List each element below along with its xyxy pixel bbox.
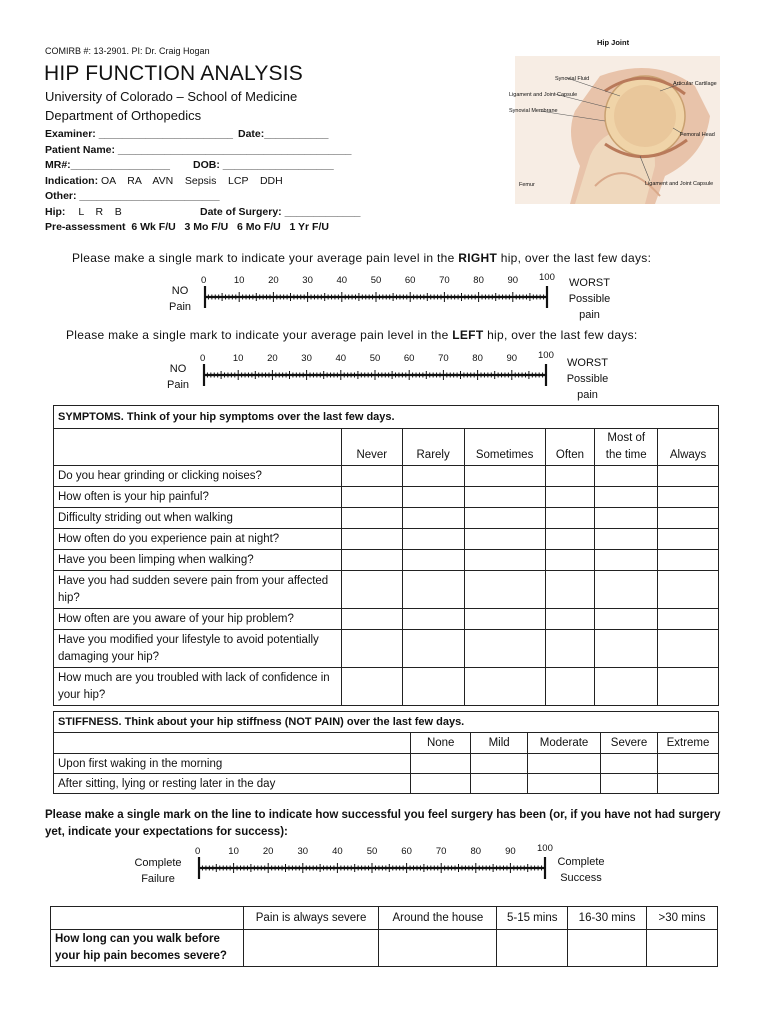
response-cell[interactable] [595, 529, 658, 550]
stiffness-rows [54, 733, 719, 794]
label-line: Success [560, 872, 602, 884]
stiffness-question: Upon first waking in the morning [54, 754, 411, 774]
mr-number-field[interactable]: MR#:_________________ [45, 159, 170, 171]
response-cell[interactable] [402, 571, 464, 609]
scale-tick-label: 70 [438, 353, 449, 364]
institution: University of Colorado – School of Medicine [45, 89, 298, 104]
response-cell[interactable] [402, 609, 464, 630]
department: Department of Orthopedics [45, 108, 202, 123]
response-cell[interactable] [243, 930, 379, 967]
response-cell[interactable] [464, 487, 545, 508]
label-ligament-capsule-lower: Ligament and Joint Capsule [645, 181, 714, 187]
response-cell[interactable] [658, 609, 719, 630]
response-cell[interactable] [601, 774, 658, 794]
left-no-pain-label [158, 361, 198, 393]
response-cell[interactable] [545, 668, 595, 706]
label-line: NO [169, 363, 187, 375]
response-cell[interactable] [341, 630, 402, 668]
hip-label: Hip: [45, 205, 66, 218]
response-cell[interactable] [658, 774, 719, 794]
response-cell[interactable] [647, 930, 718, 967]
walking-row [51, 930, 718, 967]
symptom-row [54, 508, 719, 529]
symptom-question: Have you been limping when walking? [54, 550, 342, 571]
response-cell[interactable] [402, 550, 464, 571]
label-synovial-membrane: Synovial Membrane [509, 108, 558, 114]
scale-tick-label: 60 [401, 846, 412, 857]
response-cell[interactable] [497, 930, 568, 967]
label-line: Possible [568, 293, 611, 305]
response-cell[interactable] [658, 630, 719, 668]
response-cell[interactable] [658, 466, 719, 487]
scale-tick-label: 0 [201, 275, 207, 286]
scale-tick-label: 60 [403, 353, 415, 364]
symptom-row [54, 529, 719, 550]
blank-header-cell [54, 733, 411, 754]
stiffness-question: After sitting, lying or resting later in the day [54, 774, 411, 794]
stiffness-column-header: Severe [601, 733, 658, 754]
scale-tick-label: 70 [439, 275, 450, 286]
scale-tick-label: 80 [473, 275, 484, 286]
frequency-column-header: Often [545, 429, 595, 466]
symptom-question: Have you modified your lifestyle to avoid potentially damaging your hip? [54, 630, 342, 668]
label-line: Complete [134, 857, 182, 869]
walking-column-header-row [51, 907, 718, 930]
symptom-row [54, 668, 719, 706]
response-cell[interactable] [471, 774, 528, 794]
hip-joint-diagram [505, 36, 720, 204]
stiffness-row [54, 754, 719, 774]
walking-duration-header: >30 mins [647, 907, 718, 930]
walking-duration-header: Pain is always severe [243, 907, 379, 930]
response-cell[interactable] [464, 571, 545, 609]
prompt-text: Please make a single mark to indicate your average pain level in the [66, 328, 453, 342]
scale-tick-label: 20 [268, 275, 279, 286]
scale-tick-label: 100 [537, 843, 553, 854]
response-cell[interactable] [341, 550, 402, 571]
scale-tick-label: 80 [470, 846, 482, 857]
response-cell[interactable] [595, 668, 658, 706]
walking-duration-header: 16-30 mins [568, 907, 647, 930]
frequency-column-header: Sometimes [464, 429, 545, 466]
response-cell[interactable] [595, 571, 658, 609]
response-cell[interactable] [341, 466, 402, 487]
response-cell[interactable] [341, 609, 402, 630]
response-cell[interactable] [464, 630, 545, 668]
response-cell[interactable] [464, 466, 545, 487]
prompt-side: RIGHT [458, 251, 498, 265]
response-cell[interactable] [411, 754, 471, 774]
prompt-text-end: hip, over the last few days: [497, 251, 652, 265]
label-line: Possible [566, 373, 609, 385]
response-cell[interactable] [545, 609, 595, 630]
response-cell[interactable] [545, 508, 595, 529]
diagram-title: Hip Joint [597, 38, 630, 47]
other-field[interactable]: Other: ________________________ [45, 190, 220, 202]
frequency-column-header: Most of the time [595, 429, 658, 466]
right-worst-pain-label [562, 275, 617, 323]
date-of-surgery-field[interactable]: Date of Surgery: _____________ [200, 205, 361, 218]
response-cell[interactable] [464, 508, 545, 529]
stiffness-heading: STIFFNESS. Think about your hip stiffness (NOT PAIN) over the last few days. [54, 712, 719, 733]
symptom-question: How often do you experience pain at night? [54, 529, 342, 550]
response-cell[interactable] [545, 630, 595, 668]
response-cell[interactable] [595, 609, 658, 630]
scale-tick-label: 20 [267, 353, 278, 364]
response-cell[interactable] [402, 508, 464, 529]
label-line: NO [171, 285, 189, 297]
response-cell[interactable] [341, 668, 402, 706]
stiffness-column-header-row [54, 733, 719, 754]
symptom-row [54, 571, 719, 609]
indication-options[interactable]: OA RA AVN Sepsis LCP DDH [101, 174, 283, 187]
symptoms-heading: SYMPTOMS. Think of your hip symptoms over the last few days. [54, 406, 719, 429]
symptom-question: How often is your hip painful? [54, 487, 342, 508]
scale-tick-label: 90 [507, 275, 519, 286]
response-cell[interactable] [341, 529, 402, 550]
response-cell[interactable] [402, 630, 464, 668]
label-line: Pain [166, 379, 190, 391]
response-cell[interactable] [464, 668, 545, 706]
response-cell[interactable] [341, 571, 402, 609]
response-cell[interactable] [545, 487, 595, 508]
symptom-question: How often are you aware of your hip problem? [54, 609, 342, 630]
label-line: Complete [557, 856, 605, 868]
response-cell[interactable] [379, 930, 497, 967]
indication-label: Indication: [45, 174, 99, 187]
scale-tick-label: 90 [505, 846, 516, 857]
frequency-column-header: Rarely [402, 429, 464, 466]
stiffness-column-header: Moderate [528, 733, 601, 754]
stiffness-column-header: Extreme [658, 733, 719, 754]
scale-tick-label: 60 [404, 275, 416, 286]
walking-duration-header: 5-15 mins [497, 907, 568, 930]
response-cell[interactable] [411, 774, 471, 794]
stiffness-table [53, 711, 719, 794]
response-cell[interactable] [658, 754, 719, 774]
response-cell[interactable] [568, 930, 647, 967]
label-line: pain [579, 309, 600, 321]
dob-field[interactable]: DOB: ___________________ [193, 159, 334, 171]
label-articular-cartilage: Articular Cartilage [673, 81, 717, 87]
response-cell[interactable] [464, 529, 545, 550]
label-line: Failure [141, 873, 175, 885]
scale-tick-label: 70 [435, 846, 447, 857]
scale-tick-label: 10 [233, 275, 245, 286]
stiffness-column-header: None [411, 733, 471, 754]
surgery-success-scale[interactable] [195, 843, 553, 882]
assessment-timepoint-options[interactable]: Pre-assessment 6 Wk F/U 3 Mo F/U 6 Mo F/U 1 Yr F/U [45, 221, 329, 233]
frequency-column-header: Never [341, 429, 402, 466]
response-cell[interactable] [595, 487, 658, 508]
examiner-field[interactable]: Examiner: _______________________ [45, 128, 234, 140]
response-cell[interactable] [595, 630, 658, 668]
scale-tick-label: 10 [228, 846, 239, 857]
response-cell[interactable] [595, 550, 658, 571]
scale-tick-label: 0 [195, 846, 201, 857]
right-hip-pain-scale[interactable] [201, 272, 555, 311]
symptom-question: How much are you troubled with lack of confidence in your hip? [54, 668, 342, 706]
prompt-side: LEFT [452, 328, 484, 342]
scale-tick-label: 90 [506, 353, 518, 364]
scale-tick-label: 80 [472, 353, 483, 364]
hip-options[interactable]: L R B [78, 205, 122, 218]
hip-joint-illustration [505, 36, 720, 204]
blank-header-cell [51, 907, 244, 930]
symptom-row [54, 550, 719, 571]
scale-tick-label: 20 [262, 846, 274, 857]
response-cell[interactable] [545, 466, 595, 487]
scale-tick-label: 30 [297, 846, 309, 857]
response-cell[interactable] [658, 508, 719, 529]
response-cell[interactable] [464, 609, 545, 630]
response-cell[interactable] [545, 529, 595, 550]
scale-tick-label: 0 [200, 353, 206, 364]
patient-info-form [45, 127, 385, 236]
scale-tick-label: 40 [335, 353, 347, 364]
label-ligament-capsule: Ligament and Joint Capsule [509, 92, 578, 98]
label-synovial-fluid: Synovial Fluid [555, 76, 590, 82]
complete-success-label [550, 854, 612, 886]
surgery-success-prompt: Please make a single mark on the line to indicate how successful you feel surgery has been (or, if you have not had surgery yet, indicate your expectations for success): [45, 809, 721, 838]
label-line: pain [577, 389, 598, 401]
scale-tick-label: 50 [369, 353, 381, 364]
prompt-text-end: hip, over the last few days: [483, 328, 638, 342]
patient-name-field[interactable]: Patient Name: ________________________________________ [45, 143, 352, 156]
response-cell[interactable] [658, 550, 719, 571]
symptom-row [54, 630, 719, 668]
right-hip-pain-prompt [72, 251, 651, 265]
label-line: WORST [567, 357, 608, 369]
response-cell[interactable] [658, 571, 719, 609]
response-cell[interactable] [402, 668, 464, 706]
prompt-text: Please make a single mark to indicate your average pain level in the [72, 251, 459, 265]
date-field[interactable]: Date:___________ [238, 128, 329, 140]
symptom-row [54, 487, 719, 508]
stiffness-row [54, 774, 719, 794]
comirb-number: COMIRB #: 13-2901. PI: Dr. Craig Hogan [45, 46, 210, 56]
response-cell[interactable] [545, 571, 595, 609]
symptoms-table [53, 405, 719, 706]
walking-duration-header: Around the house [379, 907, 497, 930]
response-cell[interactable] [464, 550, 545, 571]
label-femur: Femur [519, 182, 535, 188]
response-cell[interactable] [601, 754, 658, 774]
response-cell[interactable] [658, 668, 719, 706]
response-cell[interactable] [595, 508, 658, 529]
scale-tick-label: 100 [538, 350, 554, 361]
left-worst-pain-label [560, 355, 615, 403]
page-title: HIP FUNCTION ANALYSIS [44, 62, 303, 85]
left-hip-pain-scale[interactable] [200, 350, 554, 389]
walking-rows [51, 907, 718, 967]
frequency-column-header: Always [658, 429, 719, 466]
symptom-question: Difficulty striding out when walking [54, 508, 342, 529]
symptom-row [54, 466, 719, 487]
response-cell[interactable] [545, 550, 595, 571]
label-line: Pain [168, 301, 192, 313]
right-no-pain-label [160, 283, 200, 315]
label-line: WORST [569, 277, 610, 289]
response-cell[interactable] [402, 487, 464, 508]
response-cell[interactable] [528, 754, 601, 774]
scale-tick-label: 40 [336, 275, 348, 286]
scale-tick-label: 40 [332, 846, 343, 857]
response-cell[interactable] [341, 487, 402, 508]
response-cell[interactable] [658, 487, 719, 508]
scale-tick-label: 30 [301, 353, 312, 364]
response-cell[interactable] [402, 529, 464, 550]
walking-question: How long can you walk before your hip pain becomes severe? [51, 930, 244, 967]
scale-tick-label: 30 [302, 275, 313, 286]
blank-header-cell [54, 429, 342, 466]
symptom-question: Do you hear grinding or clicking noises? [54, 466, 342, 487]
walking-table [50, 906, 718, 967]
symptoms-rows [54, 429, 719, 706]
symptom-row [54, 609, 719, 630]
response-cell[interactable] [528, 774, 601, 794]
symptom-question: Have you had sudden severe pain from your affected hip? [54, 571, 342, 609]
response-cell[interactable] [341, 508, 402, 529]
scale-tick-label: 100 [539, 272, 555, 283]
response-cell[interactable] [471, 754, 528, 774]
stiffness-column-header: Mild [471, 733, 528, 754]
symptoms-column-header-row [54, 429, 719, 466]
response-cell[interactable] [402, 466, 464, 487]
response-cell[interactable] [595, 466, 658, 487]
label-femoral-head: Femoral Head [680, 132, 715, 138]
response-cell[interactable] [658, 529, 719, 550]
scale-tick-label: 10 [232, 353, 244, 364]
scale-tick-label: 50 [370, 275, 382, 286]
left-hip-pain-prompt [66, 328, 638, 342]
complete-failure-label [124, 855, 192, 887]
scale-tick-label: 50 [366, 846, 378, 857]
